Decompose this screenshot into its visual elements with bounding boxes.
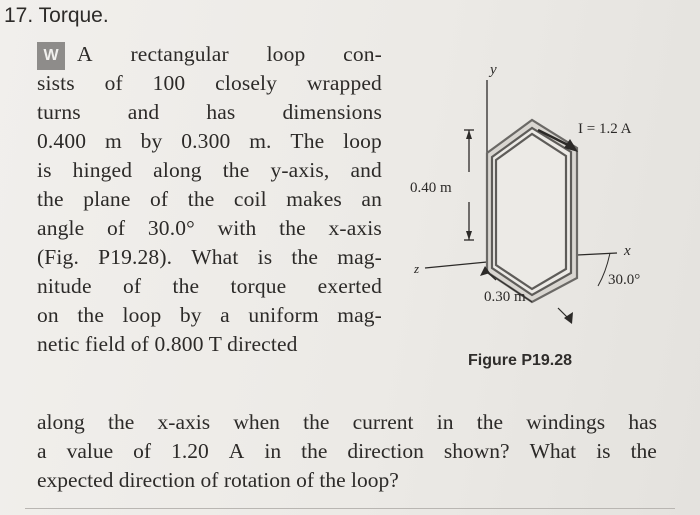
text-word: current: [352, 410, 414, 434]
problem-heading: 17. Torque.: [4, 4, 109, 27]
text-line: [37, 40, 382, 69]
height-arrow-down: [466, 231, 472, 240]
text-word: x-axis: [328, 216, 382, 240]
text-word: the: [291, 245, 319, 269]
text-word: the: [630, 439, 657, 463]
text-word: A: [228, 439, 245, 463]
text-word: the: [37, 187, 64, 211]
text-word: of: [150, 187, 169, 211]
web-badge: W: [37, 42, 65, 70]
x-axis-line: [577, 253, 617, 255]
bottom-rule: [25, 508, 675, 509]
text-word: uniform: [248, 303, 319, 327]
width-label: 0.30 m: [484, 289, 526, 305]
text-word: and: [127, 100, 160, 124]
text-word: with: [217, 216, 257, 240]
text-word: m: [104, 129, 122, 153]
text-line: [37, 98, 382, 127]
text-word: expected direction of rotation of the loop?: [37, 468, 399, 492]
height-arrow-up: [466, 130, 472, 139]
width-arrow-right: [564, 312, 573, 324]
text-word: is: [257, 245, 273, 269]
text-word: in: [264, 439, 282, 463]
text-line: [37, 243, 382, 272]
text-word: loop: [343, 129, 382, 153]
text-word: x-axis: [157, 410, 211, 434]
text-word: windings: [526, 410, 606, 434]
text-line: [37, 330, 382, 359]
angle-label: 30.0°: [608, 272, 641, 288]
current-label: I = 1.2 A: [578, 121, 632, 137]
text-word: the: [279, 216, 306, 240]
text-word: torque: [230, 274, 287, 298]
text-word: along: [37, 410, 85, 434]
text-word: the: [77, 303, 105, 327]
text-line: [37, 127, 382, 156]
text-word: makes: [286, 187, 342, 211]
z-axis-line: [425, 262, 487, 268]
text-word: dimensions: [282, 100, 382, 124]
text-word: What: [529, 439, 577, 463]
text-word: has: [628, 410, 657, 434]
text-word: m.: [249, 129, 272, 153]
coil-diagram: [380, 40, 700, 350]
text-word: an: [361, 187, 382, 211]
y-axis-label: y: [490, 62, 497, 78]
text-word: rectangular: [130, 42, 229, 66]
text-word: the: [172, 274, 200, 298]
text-word: 1.20: [171, 439, 209, 463]
text-word: the: [476, 410, 504, 434]
text-word: a: [37, 439, 47, 463]
text-word: the: [301, 439, 328, 463]
text-line: [37, 214, 382, 243]
text-word: nitude: [37, 274, 92, 298]
text-line: [37, 301, 382, 330]
text-word: mag-: [337, 303, 382, 327]
text-word: the: [222, 158, 250, 182]
text-word: wrapped: [306, 71, 382, 95]
text-line: [37, 156, 382, 185]
coil-loop: [487, 120, 577, 302]
text-word: the: [187, 187, 215, 211]
text-word: value: [66, 439, 114, 463]
text-word: 0.300: [181, 129, 231, 153]
text-word: angle: [37, 216, 85, 240]
text-word: exerted: [317, 274, 382, 298]
text-word: is: [37, 158, 52, 182]
text-word: by: [179, 303, 202, 327]
text-word: y-axis,: [270, 158, 330, 182]
text-word: the: [303, 410, 330, 434]
text-line: [37, 185, 382, 214]
text-word: of: [133, 439, 152, 463]
text-word: by: [140, 129, 163, 153]
text-word: netic field of 0.800 T directed: [37, 332, 298, 356]
text-word: (Fig.: [37, 245, 79, 269]
figure-caption: Figure P19.28: [468, 352, 573, 369]
text-line: [37, 408, 657, 437]
text-word: plane: [83, 187, 131, 211]
text-word: closely: [215, 71, 278, 95]
text-line: [37, 272, 382, 301]
z-axis-label: z: [414, 261, 420, 276]
text-word: direction: [347, 439, 424, 463]
text-word: What: [191, 245, 239, 269]
text-word: turns: [37, 100, 81, 124]
height-label: 0.40 m: [410, 180, 452, 196]
x-axis-label: x: [624, 243, 631, 259]
text-word: along: [153, 158, 202, 182]
text-word: loop: [122, 303, 162, 327]
text-word: the: [108, 410, 135, 434]
text-line: [37, 69, 382, 98]
text-word: of: [107, 216, 126, 240]
figure-p19-28: [380, 40, 700, 350]
text-word: P19.28).: [98, 245, 173, 269]
text-word: mag-: [337, 245, 382, 269]
text-line: [37, 466, 657, 495]
text-word: 100: [152, 71, 186, 95]
text-word: sists: [37, 71, 75, 95]
text-word: and: [350, 158, 382, 182]
text-line: [37, 437, 657, 466]
text-word: of: [122, 274, 142, 298]
text-word: The: [290, 129, 325, 153]
text-word: coil: [233, 187, 267, 211]
problem-text-wide: [37, 408, 657, 495]
text-word: con-: [343, 42, 382, 66]
text-word: loop: [266, 42, 306, 66]
text-word: A: [77, 42, 93, 66]
problem-text-narrow: [37, 40, 382, 359]
text-word: a: [220, 303, 230, 327]
text-word: when: [233, 410, 280, 434]
text-word: hinged: [72, 158, 133, 182]
text-word: 30.0°: [147, 216, 195, 240]
text-word: is: [596, 439, 611, 463]
text-word: on: [37, 303, 59, 327]
text-word: of: [104, 71, 123, 95]
text-word: has: [206, 100, 236, 124]
text-word: in: [436, 410, 454, 434]
text-word: shown?: [443, 439, 510, 463]
text-word: 0.400: [37, 129, 87, 153]
